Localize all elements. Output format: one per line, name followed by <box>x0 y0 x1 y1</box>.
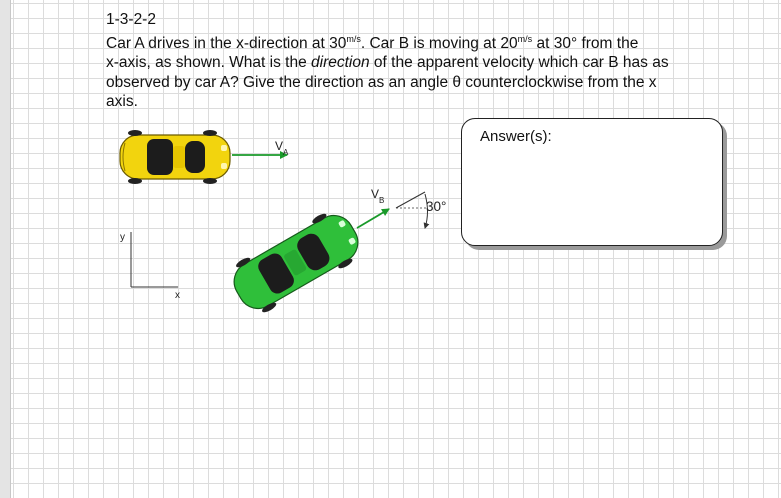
car-a <box>120 130 230 184</box>
problem-line-1-a: Car A drives in the x-direction at 30 <box>106 34 347 52</box>
problem-line-2-b: of the apparent velocity which car B has as <box>369 54 669 72</box>
va-subscript: A <box>283 148 289 157</box>
problem-line-1-c: at 30° from the <box>532 34 639 52</box>
unit-b: m/s <box>517 33 533 44</box>
answer-box[interactable] <box>461 118 723 246</box>
angle-label: 30° <box>426 199 447 214</box>
problem-line-1-b: . Car B is moving at 20 <box>360 34 518 52</box>
axis-x-label: x <box>175 290 180 301</box>
problem-line-2-a: x-axis, as shown. What is the <box>106 54 312 72</box>
vb-label: V <box>371 187 380 201</box>
problem-number: 1-3-2-2 <box>106 11 156 28</box>
axes-indicator <box>120 232 180 301</box>
problem-line-2-emphasis: direction <box>311 54 370 72</box>
vb-subscript: B <box>379 196 385 205</box>
answer-label: Answer(s): <box>480 128 552 145</box>
car-b <box>224 204 367 320</box>
unit-a: m/s <box>346 33 361 44</box>
axis-y-label: y <box>120 232 125 243</box>
problem-line-4: axis. <box>106 93 138 111</box>
va-label: V <box>275 139 284 153</box>
velocity-arrow-b <box>357 209 389 228</box>
angle-ray <box>396 192 425 208</box>
problem-line-3: observed by car A? Give the direction as an angle θ counterclockwise from the x <box>106 73 657 91</box>
